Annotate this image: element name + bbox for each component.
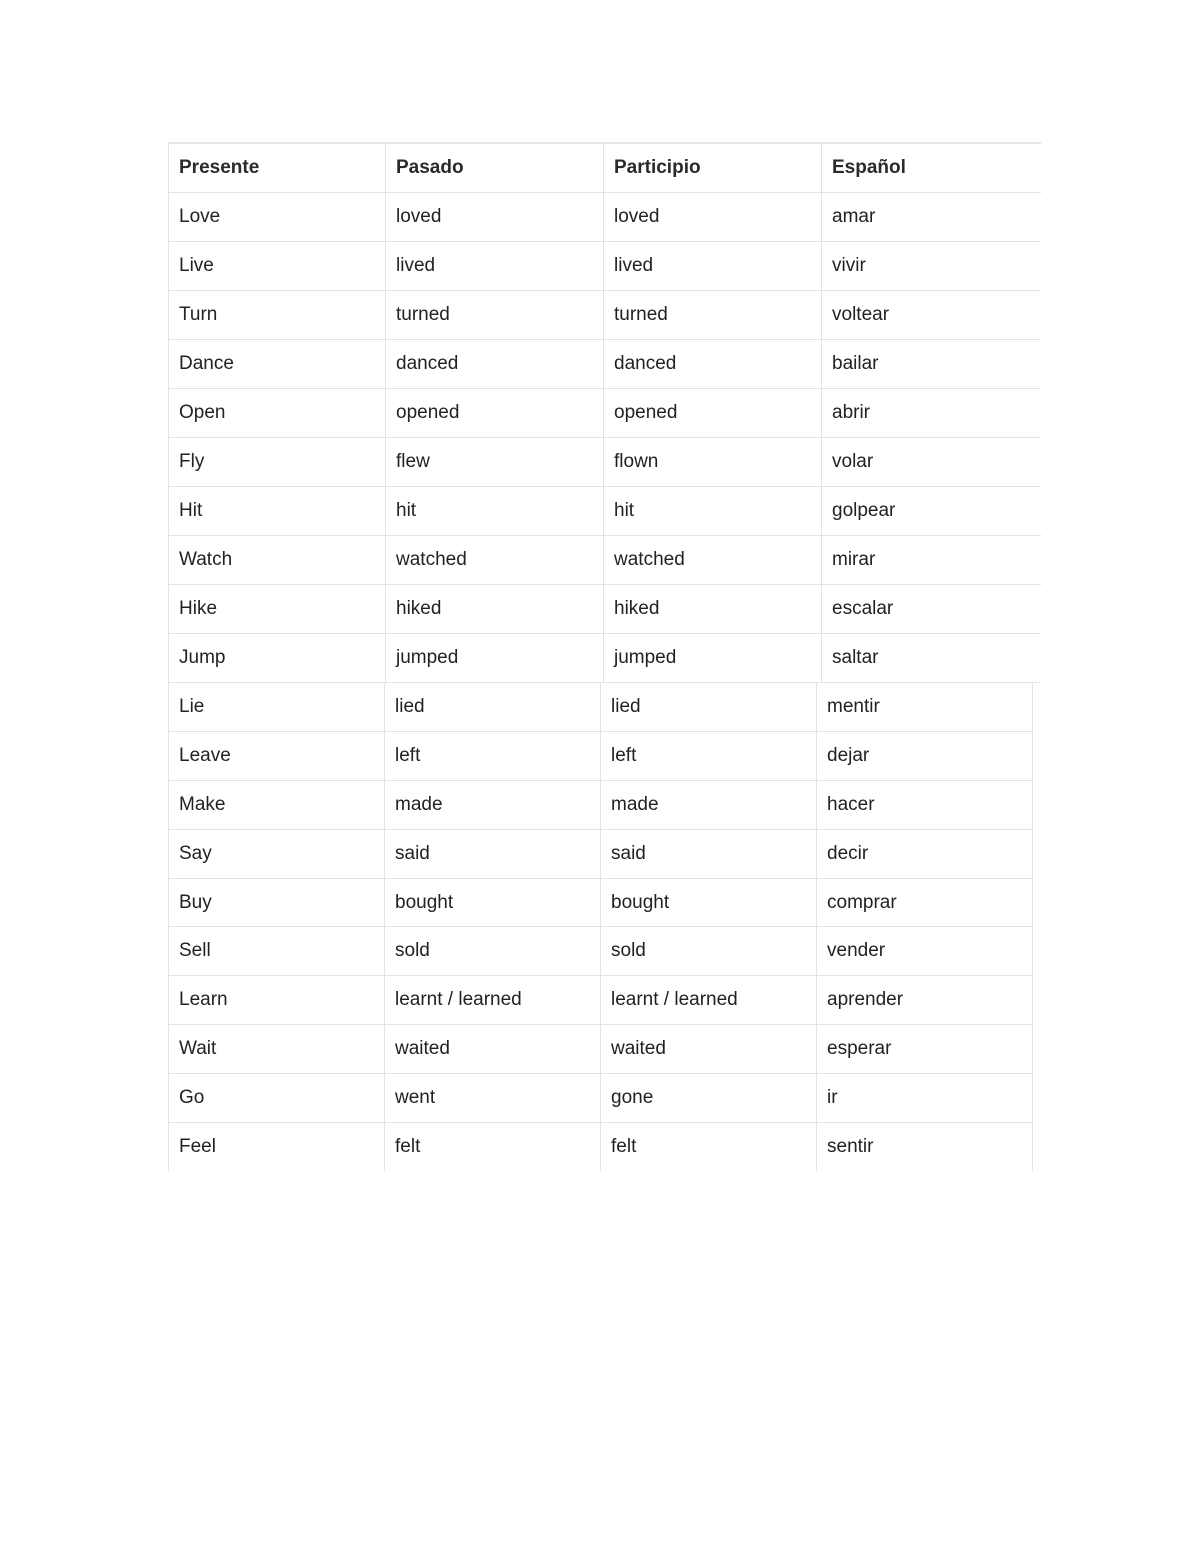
table-row (169, 732, 1033, 781)
espanol-cell: vender (817, 927, 1033, 976)
participio-cell: made (601, 781, 817, 830)
table-row (169, 241, 1041, 290)
participio-cell: hiked (604, 584, 822, 633)
participio-cell: left (601, 732, 817, 781)
espanol-cell: escalar (822, 584, 1041, 633)
participio-cell: waited (601, 1025, 817, 1074)
espanol-cell: volar (822, 437, 1041, 486)
espanol-cell: esperar (817, 1025, 1033, 1074)
presente-cell: Open (169, 388, 386, 437)
participio-cell: felt (601, 1122, 817, 1171)
table-row (169, 829, 1033, 878)
participio-cell: jumped (604, 633, 822, 682)
participio-cell: opened (604, 388, 822, 437)
participio-cell: hit (604, 486, 822, 535)
header-pasado: Pasado (386, 143, 604, 192)
header-participio: Participio (604, 143, 822, 192)
presente-cell: Live (169, 241, 386, 290)
presente-cell: Buy (169, 878, 385, 927)
pasado-cell: turned (386, 290, 604, 339)
pasado-cell: lived (386, 241, 604, 290)
presente-cell: Hit (169, 486, 386, 535)
pasado-cell: lied (385, 683, 601, 732)
espanol-cell: vivir (822, 241, 1041, 290)
espanol-cell: mirar (822, 535, 1041, 584)
pasado-cell: felt (385, 1122, 601, 1171)
participio-cell: said (601, 829, 817, 878)
verb-table-part-2 (168, 683, 1033, 1171)
espanol-cell: voltear (822, 290, 1041, 339)
verb-table-part-1 (168, 142, 1041, 683)
pasado-cell: left (385, 732, 601, 781)
participio-cell: flown (604, 437, 822, 486)
table-row (169, 633, 1041, 682)
espanol-cell: ir (817, 1073, 1033, 1122)
pasado-cell: learnt / learned (385, 976, 601, 1025)
presente-cell: Jump (169, 633, 386, 682)
pasado-cell: bought (385, 878, 601, 927)
pasado-cell: sold (385, 927, 601, 976)
espanol-cell: dejar (817, 732, 1033, 781)
header-presente: Presente (169, 143, 386, 192)
presente-cell: Watch (169, 535, 386, 584)
table-row (169, 535, 1041, 584)
participio-cell: danced (604, 339, 822, 388)
header-espanol: Español (822, 143, 1041, 192)
participio-cell: sold (601, 927, 817, 976)
table-row (169, 781, 1033, 830)
espanol-cell: hacer (817, 781, 1033, 830)
pasado-cell: went (385, 1073, 601, 1122)
participio-cell: watched (604, 535, 822, 584)
pasado-cell: hiked (386, 584, 604, 633)
presente-cell: Dance (169, 339, 386, 388)
espanol-cell: bailar (822, 339, 1041, 388)
espanol-cell: saltar (822, 633, 1041, 682)
espanol-cell: decir (817, 829, 1033, 878)
table-row (169, 976, 1033, 1025)
presente-cell: Hike (169, 584, 386, 633)
pasado-cell: made (385, 781, 601, 830)
presente-cell: Make (169, 781, 385, 830)
table-row (169, 290, 1041, 339)
pasado-cell: loved (386, 192, 604, 241)
presente-cell: Turn (169, 290, 386, 339)
presente-cell: Wait (169, 1025, 385, 1074)
pasado-cell: waited (385, 1025, 601, 1074)
participio-cell: gone (601, 1073, 817, 1122)
table-row (169, 878, 1033, 927)
presente-cell: Sell (169, 927, 385, 976)
table-row (169, 192, 1041, 241)
presente-cell: Go (169, 1073, 385, 1122)
presente-cell: Love (169, 192, 386, 241)
participio-cell: loved (604, 192, 822, 241)
pasado-cell: flew (386, 437, 604, 486)
table-body-part-2 (169, 683, 1033, 1171)
table-body-part-1 (169, 192, 1041, 682)
presente-cell: Fly (169, 437, 386, 486)
pasado-cell: jumped (386, 633, 604, 682)
table-row (169, 339, 1041, 388)
espanol-cell: golpear (822, 486, 1041, 535)
espanol-cell: abrir (822, 388, 1041, 437)
espanol-cell: aprender (817, 976, 1033, 1025)
table-row (169, 1073, 1033, 1122)
presente-cell: Leave (169, 732, 385, 781)
table-row (169, 683, 1033, 732)
table-row (169, 927, 1033, 976)
participio-cell: lied (601, 683, 817, 732)
participio-cell: turned (604, 290, 822, 339)
pasado-cell: opened (386, 388, 604, 437)
table-row (169, 1122, 1033, 1171)
espanol-cell: sentir (817, 1122, 1033, 1171)
pasado-cell: danced (386, 339, 604, 388)
participio-cell: lived (604, 241, 822, 290)
participio-cell: learnt / learned (601, 976, 817, 1025)
table-row (169, 437, 1041, 486)
presente-cell: Lie (169, 683, 385, 732)
table-row (169, 1025, 1033, 1074)
table-row (169, 388, 1041, 437)
presente-cell: Learn (169, 976, 385, 1025)
espanol-cell: mentir (817, 683, 1033, 732)
presente-cell: Say (169, 829, 385, 878)
presente-cell: Feel (169, 1122, 385, 1171)
pasado-cell: watched (386, 535, 604, 584)
espanol-cell: comprar (817, 878, 1033, 927)
participio-cell: bought (601, 878, 817, 927)
table-row (169, 486, 1041, 535)
table-row (169, 584, 1041, 633)
table-header-row (169, 143, 1041, 192)
pasado-cell: said (385, 829, 601, 878)
pasado-cell: hit (386, 486, 604, 535)
espanol-cell: amar (822, 192, 1041, 241)
